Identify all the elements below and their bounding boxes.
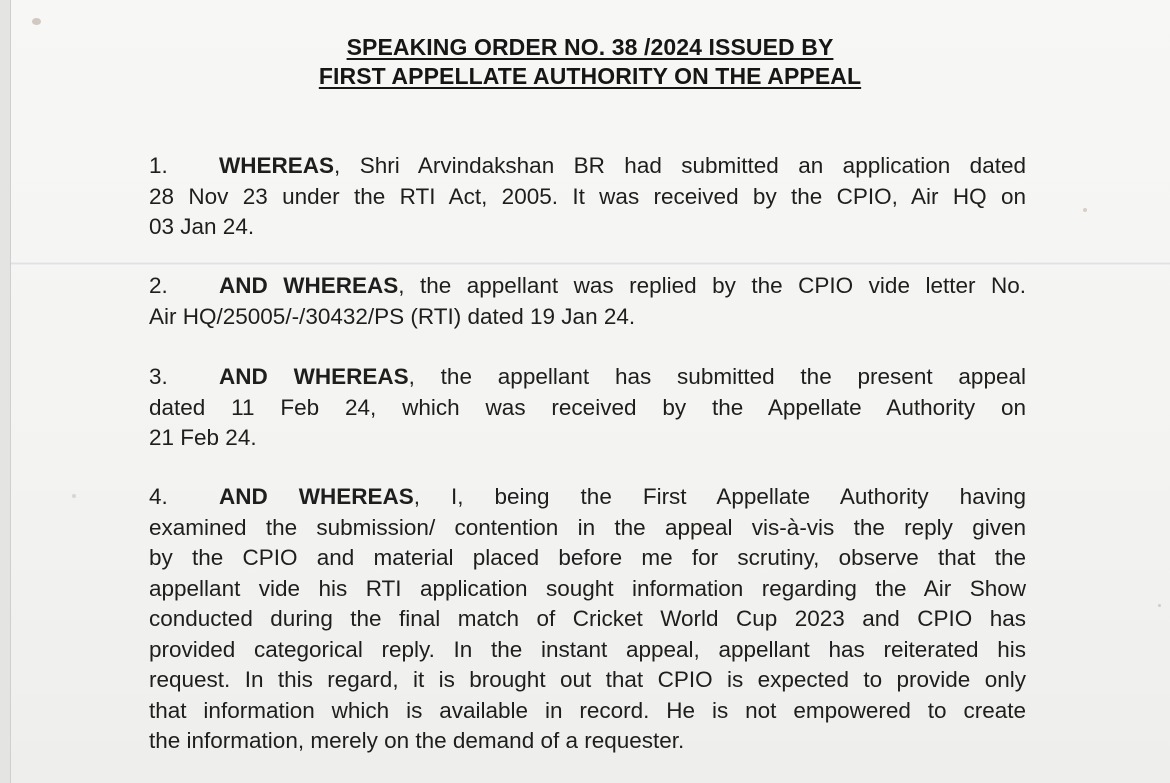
document-title-line-1: SPEAKING ORDER NO. 38 /2024 ISSUED BY <box>346 34 834 60</box>
paragraph-line: provided categorical reply. In the instant appeal, appellant has reiterated his <box>149 636 1026 662</box>
paragraph-number: 2. <box>149 273 168 298</box>
paragraph-line <box>149 362 1026 393</box>
paper-fold-line <box>10 262 1170 265</box>
paragraph-line: request. In this regard, it is brought out that CPIO is expected to provide only <box>149 667 1026 692</box>
paragraph-2 <box>149 271 1026 332</box>
paragraph-keyword: AND WHEREAS <box>219 484 414 509</box>
paragraph-line: that information which is available in record. He is not empowered to create <box>149 697 1026 723</box>
paper-speck <box>1158 604 1161 607</box>
paragraph-line: Air HQ/25005/-/30432/PS (RTI) dated 19 Jan 24. <box>149 303 636 329</box>
document-page <box>10 0 1170 783</box>
paragraph-line: the information, merely on the demand of a requester. <box>149 728 685 753</box>
paragraph-line: 21 Feb 24. <box>149 425 257 450</box>
paragraph-line: examined the submission/ contention in the appeal vis-à-vis the reply given <box>149 514 1026 540</box>
paragraph-3 <box>149 362 1026 454</box>
paragraph-text: , the appellant has submitted the present appeal <box>408 364 1026 389</box>
paragraph-1 <box>149 151 1026 243</box>
paper-speck <box>32 18 41 25</box>
paragraph-line <box>149 151 1026 182</box>
paragraph-text: , I, being the First Appellate Authority having <box>413 484 1026 509</box>
paragraph-line: dated 11 Feb 24, which was received by the Appellate Authority on <box>149 394 1026 420</box>
paragraph-number: 3. <box>149 364 168 389</box>
paper-speck <box>1083 208 1087 212</box>
paragraph-text: , the appellant was replied by the CPIO vide letter No. <box>398 273 1026 298</box>
paragraph-keyword: AND WHEREAS <box>219 364 409 389</box>
paragraph-text: , Shri Arvindakshan BR had submitted an application dated <box>334 153 1026 178</box>
paragraph-keyword: AND WHEREAS <box>219 273 399 298</box>
paragraph-line: 03 Jan 24. <box>149 214 255 239</box>
paragraph-number: 4. <box>149 484 168 509</box>
paragraph-line: by the CPIO and material placed before me for scrutiny, observe that the <box>149 545 1026 570</box>
paragraph-line: conducted during the final match of Cricket World Cup 2023 and CPIO has <box>149 606 1026 631</box>
paragraph-line: appellant vide his RTI application sought information regarding the Air Show <box>149 575 1026 601</box>
paragraph-number: 1. <box>149 153 168 178</box>
paragraph-line: 28 Nov 23 under the RTI Act, 2005. It was received by the CPIO, Air HQ on <box>149 183 1026 209</box>
paragraph-keyword: WHEREAS <box>219 153 335 178</box>
paragraph-line <box>149 271 1026 302</box>
document-title-line-2: FIRST APPELLATE AUTHORITY ON THE APPEAL <box>318 63 862 89</box>
paragraph-4 <box>149 482 1026 757</box>
paper-speck <box>72 494 76 498</box>
paragraph-line <box>149 482 1026 513</box>
